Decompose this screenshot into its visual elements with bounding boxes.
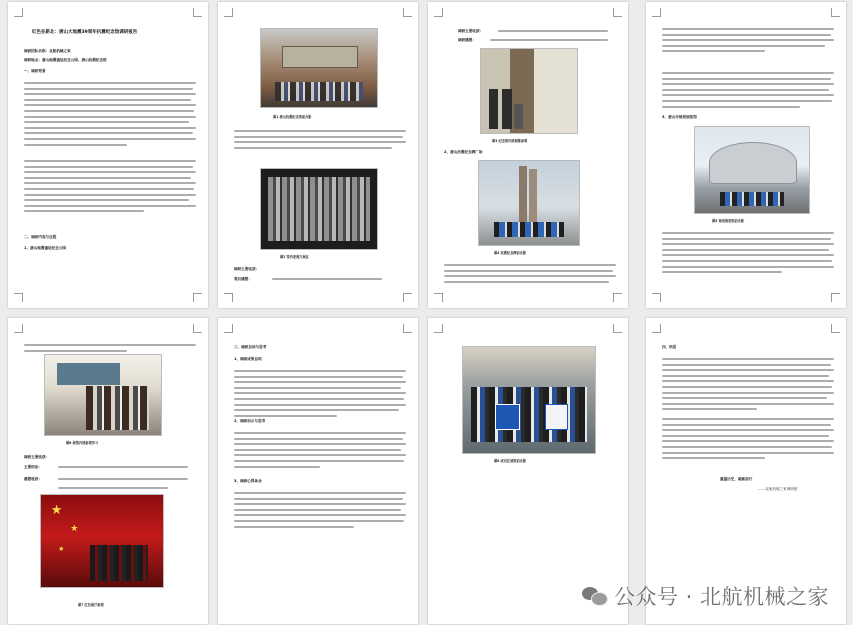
body-text-block bbox=[662, 232, 834, 277]
figure-caption: 图5 规划展览馆前合影 bbox=[712, 219, 745, 223]
body-text-block bbox=[662, 358, 834, 414]
document-page-7 bbox=[428, 318, 628, 624]
body-text-line bbox=[490, 39, 608, 45]
section-heading-content: 二、调研内容与过程 bbox=[24, 235, 57, 239]
closing-motto: 重温历史，砥砺前行 bbox=[720, 477, 753, 481]
old-photo-exhibit-photo bbox=[260, 168, 378, 250]
figure-caption: 图7 红色展厅参观 bbox=[78, 603, 104, 607]
signature: ——北航机械之家调研团 bbox=[758, 487, 798, 491]
document-page-5 bbox=[8, 318, 208, 624]
document-page-4 bbox=[646, 2, 846, 308]
document-page-1 bbox=[8, 2, 208, 308]
section-heading-conclusion: 四、结语 bbox=[662, 345, 677, 349]
label-feelings: 感想收获： bbox=[24, 477, 42, 481]
subsection-heading-planning-hall: 3、唐山市规划展览馆 bbox=[662, 115, 697, 119]
label-gains: 调研主要收获： bbox=[234, 267, 260, 271]
subsection-heading-monument: 2、唐山抗震纪念碑广场 bbox=[444, 150, 483, 154]
document-page-6 bbox=[218, 318, 418, 624]
subsection-heading-insights: 2、调研启示与思考 bbox=[234, 419, 266, 423]
body-text-block bbox=[662, 418, 834, 463]
document-page-2 bbox=[218, 2, 418, 308]
group-photo bbox=[462, 346, 596, 454]
label-conclusion: 主要结论： bbox=[24, 465, 42, 469]
section-heading-background: 一、调研背景 bbox=[24, 69, 46, 73]
report-title: 红色在新北：唐山大地震39周年抗震纪念馆调研报告 bbox=[32, 30, 138, 35]
body-text-block bbox=[444, 264, 616, 286]
body-text-block bbox=[24, 160, 196, 216]
label-gains: 调研主要收获： bbox=[24, 455, 50, 459]
figure-caption: 图2 馆内老照片展区 bbox=[280, 255, 309, 259]
body-text-block bbox=[24, 82, 196, 149]
exhibition-hall-photo bbox=[44, 354, 162, 436]
watermark-text: 公众号 · 北航机械之家 bbox=[613, 585, 829, 609]
body-text-block bbox=[234, 432, 406, 471]
monument-photo bbox=[478, 160, 580, 246]
body-text-block bbox=[662, 72, 834, 111]
body-text-block bbox=[234, 130, 406, 152]
body-text-line bbox=[58, 466, 188, 472]
figure-caption: 图4 抗震纪念碑前合影 bbox=[494, 251, 527, 255]
red-exhibit-photo: ★ ★ ★ bbox=[40, 494, 164, 588]
wechat-icon bbox=[582, 585, 608, 607]
meta-location: 调研地点：唐山地震遗址纪念公园、唐山抗震纪念馆 bbox=[24, 58, 107, 62]
subsection-heading-reflections: 3、调研心得体会 bbox=[234, 479, 262, 483]
exhibit-visit-photo bbox=[480, 48, 578, 134]
figure-caption: 图8 成员在展馆前合影 bbox=[494, 459, 527, 463]
subsection-heading-park: 1、唐山地震遗址纪念公园 bbox=[24, 246, 67, 250]
planning-hall-photo bbox=[694, 126, 810, 214]
document-page-3 bbox=[428, 2, 628, 308]
section-heading-summary: 三、调研总结与思考 bbox=[234, 345, 267, 349]
body-text-block bbox=[234, 370, 406, 420]
meta-team: 调研团队名称：北航机械之家 bbox=[24, 49, 71, 53]
label-gains: 调研主要收获： bbox=[458, 29, 484, 33]
watermark bbox=[582, 581, 829, 611]
body-text-line bbox=[58, 478, 188, 484]
subsection-heading-results: 1、调研成果总结 bbox=[234, 357, 262, 361]
document-page-8 bbox=[646, 318, 846, 624]
figure-caption: 图1 唐山抗震纪念馆前合影 bbox=[273, 115, 312, 119]
figure-caption: 图3 纪念馆内部展陈参观 bbox=[492, 139, 528, 143]
label-thoughts: 调研感想： bbox=[458, 38, 476, 42]
museum-entrance-photo bbox=[260, 28, 378, 108]
body-text-line bbox=[272, 278, 382, 284]
body-text-line bbox=[58, 487, 168, 493]
body-text-line bbox=[498, 30, 608, 36]
body-text-block bbox=[234, 492, 406, 531]
label-thoughts: 观后感想： bbox=[234, 277, 252, 281]
body-text-block bbox=[662, 28, 834, 56]
figure-caption: 图6 展馆内部参观学习 bbox=[66, 441, 99, 445]
